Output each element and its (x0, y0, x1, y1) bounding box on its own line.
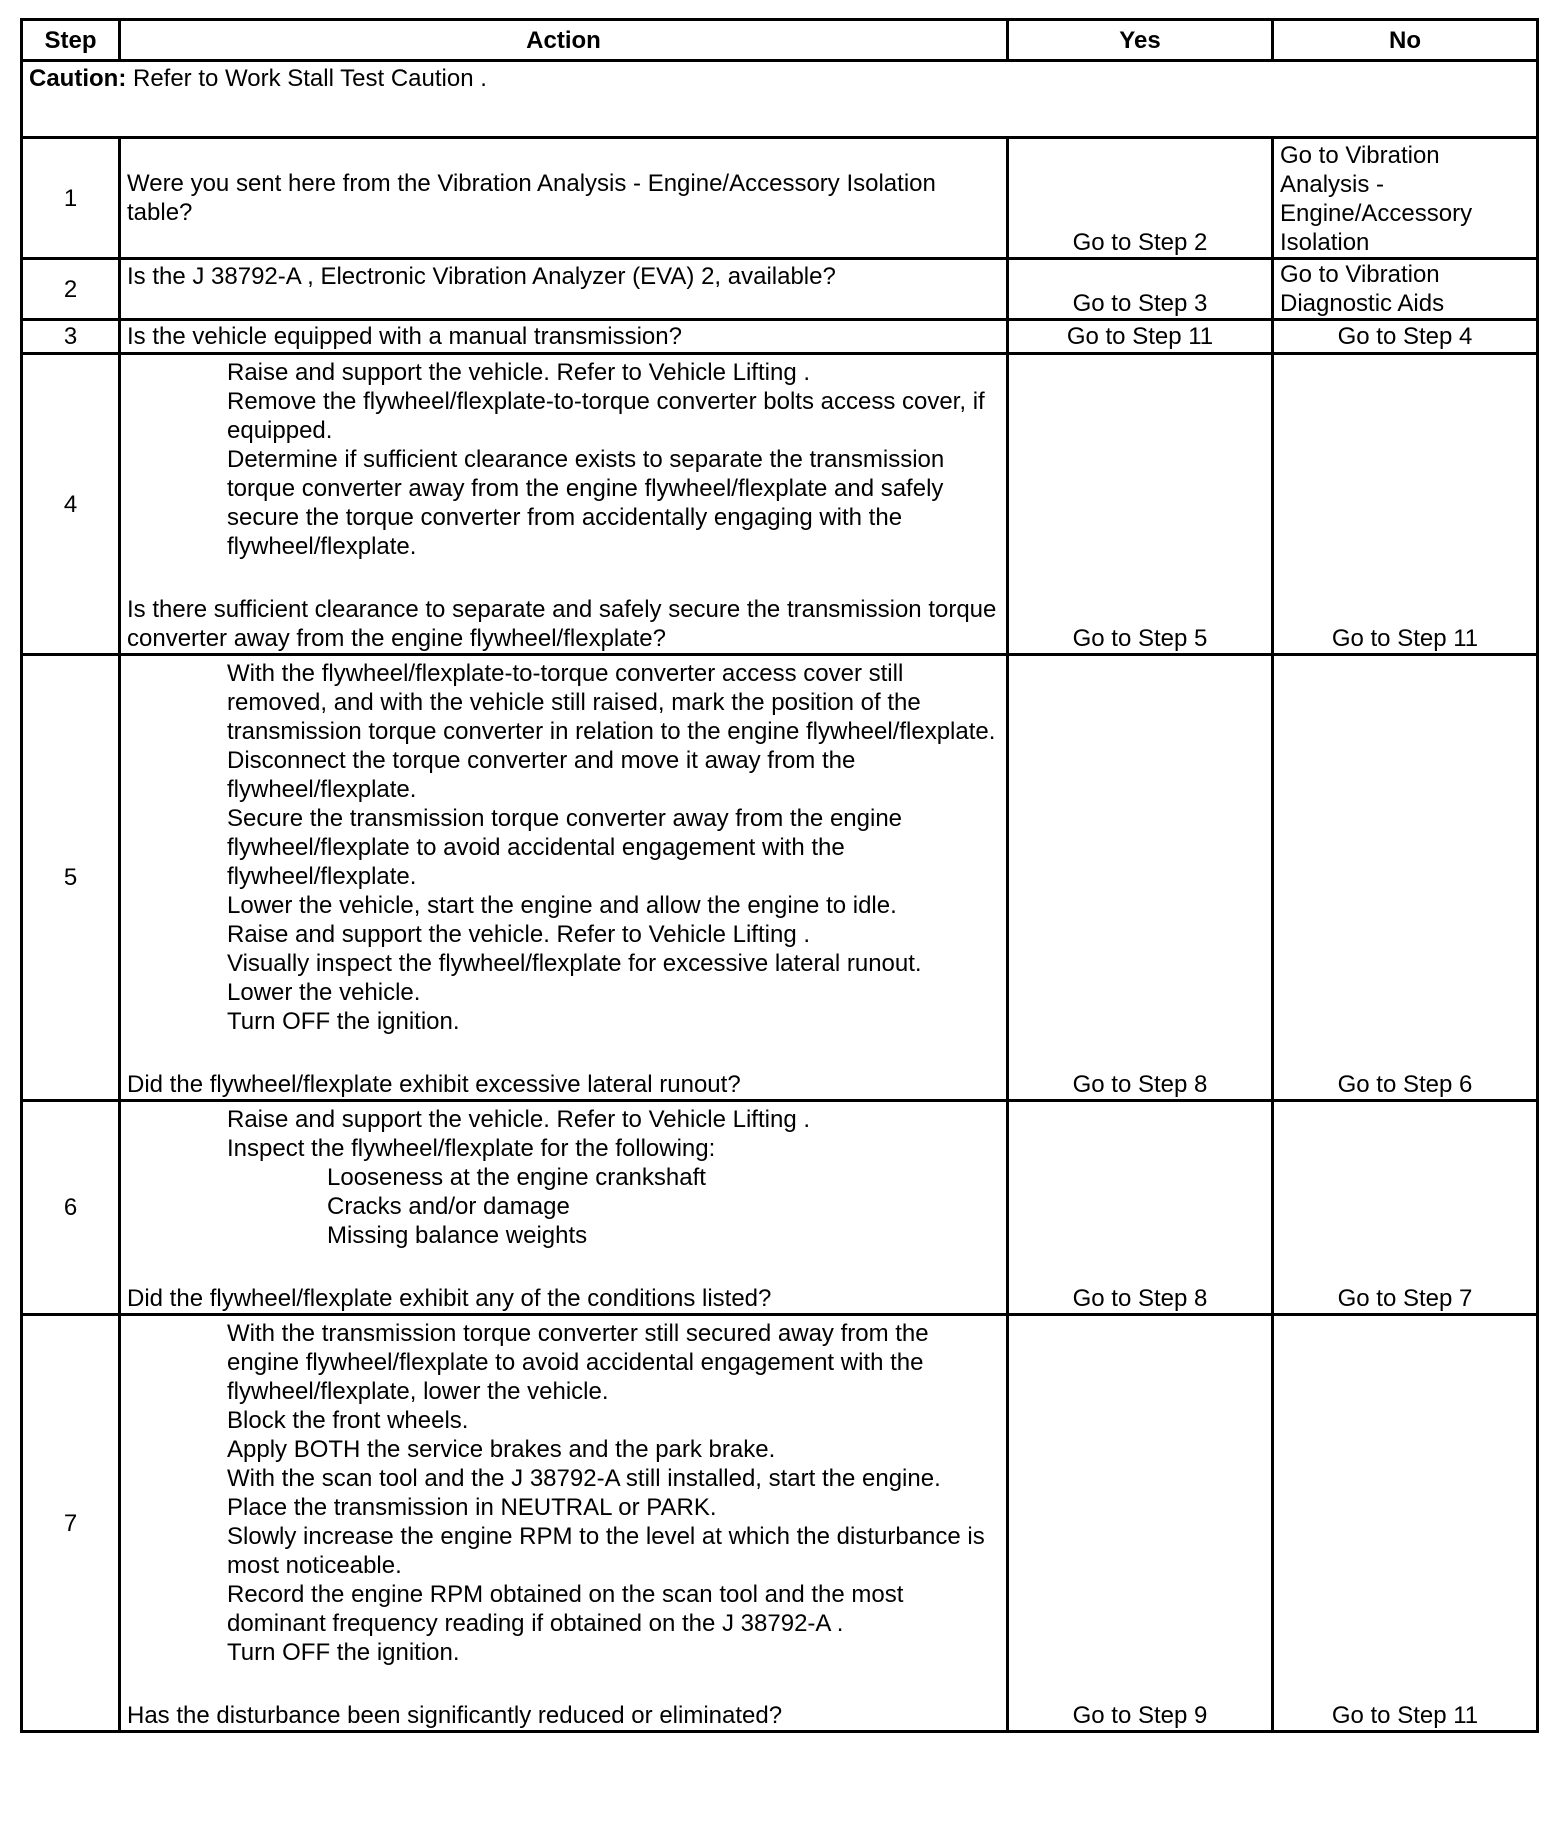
instruction: Turn OFF the ignition. (227, 1639, 460, 1666)
action-question: Is the J 38792-A , Electronic Vibration Analyzer (EVA) 2, available? (120, 259, 1008, 320)
yes-link[interactable]: Go to Step 2 (1008, 138, 1273, 259)
instruction: With the scan tool and the J 38792-A still installed, start the engine. (227, 1465, 941, 1492)
action-question: Is the vehicle equipped with a manual transmission? (120, 320, 1008, 354)
caution-text: Refer to Work Stall Test Caution . (126, 65, 487, 92)
action-cell (120, 655, 1008, 1101)
sub-instruction: Looseness at the engine crankshaft (327, 1164, 706, 1191)
sub-instruction: Missing balance weights (327, 1222, 588, 1249)
instruction-list (127, 1105, 1000, 1250)
instruction: Remove the flywheel/flexplate-to-torque converter bolts access cover, if equipped. (227, 388, 985, 444)
table-row (22, 320, 1538, 354)
table-row (22, 1101, 1538, 1315)
step-number: 2 (22, 259, 120, 320)
instruction-list (127, 659, 1000, 1036)
instruction: Raise and support the vehicle. Refer to Vehicle Lifting . (227, 359, 811, 386)
action-cell (120, 1315, 1008, 1732)
header-action: Action (120, 20, 1008, 61)
instruction: Raise and support the vehicle. Refer to Vehicle Lifting . (227, 1106, 811, 1133)
instruction: Determine if sufficient clearance exists to separate the transmission torque converter away from the engine flywheel/flexplate and safely secure the torque converter from accidentally engaging with the flywheel/flexplate. (227, 446, 945, 560)
step-number: 4 (22, 354, 120, 655)
caution-cell (22, 61, 1538, 138)
instruction: Place the transmission in NEUTRAL or PARK. (227, 1494, 717, 1521)
diagnostic-table (20, 18, 1539, 1733)
table-row (22, 655, 1538, 1101)
step-number: 7 (22, 1315, 120, 1732)
instruction: With the transmission torque converter still secured away from the engine flywheel/flexplate to avoid accidental engagement with the flywheel/flexplate, lower the vehicle. (227, 1320, 929, 1405)
action-question: Did the flywheel/flexplate exhibit any of the conditions listed? (127, 1285, 772, 1312)
table-row (22, 1315, 1538, 1732)
action-cell (120, 354, 1008, 655)
yes-link[interactable]: Go to Step 5 (1008, 354, 1273, 655)
instruction: Visually inspect the flywheel/flexplate for excessive lateral runout. (227, 950, 922, 977)
instruction: Block the front wheels. (227, 1407, 469, 1434)
instruction: Turn OFF the ignition. (227, 1008, 460, 1035)
no-link[interactable]: Go to Step 7 (1273, 1101, 1538, 1315)
instruction: Disconnect the torque converter and move it away from the flywheel/flexplate. (227, 747, 856, 803)
instruction: Lower the vehicle, start the engine and allow the engine to idle. (227, 892, 897, 919)
header-no: No (1273, 20, 1538, 61)
yes-link[interactable]: Go to Step 3 (1008, 259, 1273, 320)
action-question: Were you sent here from the Vibration Analysis - Engine/Accessory Isolation table? (120, 138, 1008, 259)
header-yes: Yes (1008, 20, 1273, 61)
no-link[interactable]: Go to Step 4 (1273, 320, 1538, 354)
action-cell (120, 1101, 1008, 1315)
table-row (22, 138, 1538, 259)
action-question: Did the flywheel/flexplate exhibit excessive lateral runout? (127, 1071, 741, 1098)
instruction: Apply BOTH the service brakes and the park brake. (227, 1436, 776, 1463)
table-row (22, 259, 1538, 320)
no-link[interactable]: Go to Step 11 (1273, 1315, 1538, 1732)
header-step: Step (22, 20, 120, 61)
instruction: Lower the vehicle. (227, 979, 421, 1006)
instruction: Raise and support the vehicle. Refer to Vehicle Lifting . (227, 921, 811, 948)
no-link[interactable]: Go to Step 6 (1273, 655, 1538, 1101)
instruction: Secure the transmission torque converter away from the engine flywheel/flexplate to avoid accidental engagement with the flywheel/flexplate. (227, 805, 903, 890)
yes-link[interactable]: Go to Step 8 (1008, 655, 1273, 1101)
caution-label: Caution: (29, 65, 127, 92)
action-question: Has the disturbance been significantly reduced or eliminated? (127, 1702, 783, 1729)
yes-link[interactable]: Go to Step 11 (1008, 320, 1273, 354)
instruction: Slowly increase the engine RPM to the level at which the disturbance is most noticeable. (227, 1523, 985, 1579)
step-number: 3 (22, 320, 120, 354)
header-row (22, 20, 1538, 61)
no-link[interactable]: Go to Vibration Analysis - Engine/Accessory Isolation (1273, 138, 1538, 259)
instruction: Inspect the flywheel/flexplate for the following: (227, 1135, 716, 1162)
instruction-list (127, 358, 1000, 561)
instruction-list (127, 1319, 1000, 1667)
step-number: 5 (22, 655, 120, 1101)
no-link[interactable]: Go to Step 11 (1273, 354, 1538, 655)
instruction: With the flywheel/flexplate-to-torque converter access cover still removed, and with the vehicle still raised, mark the position of the transmission torque converter in relation to the engine flywheel/flexplate. (227, 660, 996, 745)
action-question: Is there sufficient clearance to separate and safely secure the transmission torque converter away from the engine flywheel/flexplate? (127, 596, 997, 652)
table-row (22, 354, 1538, 655)
caution-row (22, 61, 1538, 138)
step-number: 6 (22, 1101, 120, 1315)
step-number: 1 (22, 138, 120, 259)
no-link[interactable]: Go to Vibration Diagnostic Aids (1273, 259, 1538, 320)
yes-link[interactable]: Go to Step 8 (1008, 1101, 1273, 1315)
yes-link[interactable]: Go to Step 9 (1008, 1315, 1273, 1732)
instruction: Record the engine RPM obtained on the scan tool and the most dominant frequency reading if obtained on the J 38792-A . (227, 1581, 904, 1637)
sub-instruction: Cracks and/or damage (327, 1193, 570, 1220)
